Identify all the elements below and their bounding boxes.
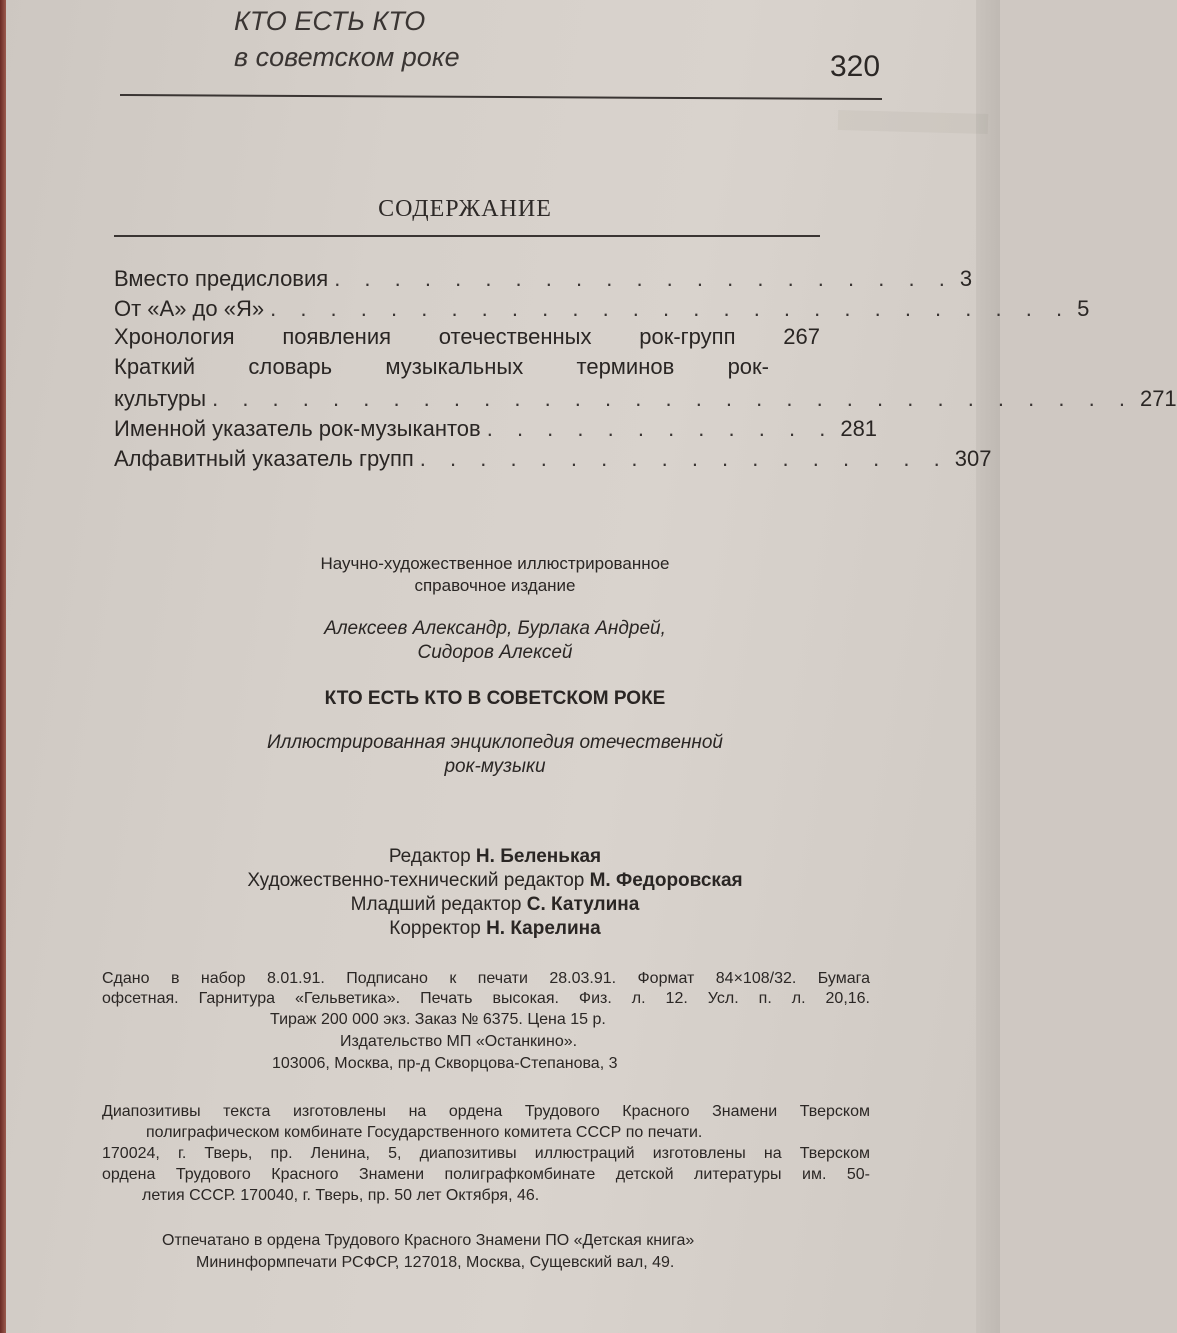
credit-role: Художественно-технический редактор <box>247 870 585 891</box>
imprint-line2: офсетная. Гарнитура «Гельветика». Печать высокая. Физ. л. 12. Усл. п. л. 20,16. <box>102 990 870 1007</box>
toc-leader: . . . . . . . . . . . . <box>486 416 835 441</box>
toc-page: 307 <box>954 446 992 471</box>
credit-name: М. Федоровская <box>589 870 743 891</box>
credit-name: Н. Карелина <box>486 918 601 939</box>
printed-by-line2: Мининформпечати РСФСР, 127018, Москва, Сущевский вал, 49. <box>196 1254 675 1271</box>
credit-proofreader <box>0 918 990 940</box>
toc-item-dictionary-line2 <box>114 386 1177 416</box>
toc-item-chronology <box>114 324 820 350</box>
subtitle-line2: рок-музыки <box>444 756 546 777</box>
toc-title: культуры <box>114 386 207 411</box>
toc-page: 267 <box>783 324 820 349</box>
printing-line5: летия СССР. 170040, г. Тверь, пр. 50 лет Октября, 46. <box>142 1187 540 1204</box>
printing-line3: 170024, г. Тверь, пр. Ленина, 5, диапозитивы иллюстраций изготовлены на Тверском <box>102 1145 870 1162</box>
contents-heading: СОДЕРЖАНИЕ <box>378 196 552 222</box>
toc-item-a-to-ya <box>114 296 1090 326</box>
toc-item-dictionary-line1: Краткий словарь музыкальных терминов рок- <box>114 354 769 379</box>
show-through-shadow <box>838 110 988 134</box>
toc-item-preface <box>114 266 973 296</box>
contents-rule <box>114 235 820 237</box>
running-title-line2: в советском роке <box>234 42 460 72</box>
page-number: 320 <box>830 50 881 83</box>
toc-leader: . . . . . . . . . . . . . . . . . . . . . <box>334 266 954 291</box>
imprint-line4: Издательство МП «Останкино». <box>340 1033 578 1050</box>
book-title: КТО ЕСТЬ КТО В СОВЕТСКОМ РОКЕ <box>324 688 666 709</box>
credit-name: Н. Беленькая <box>475 846 602 867</box>
toc-title: Хронология появления отечественных рок-групп <box>114 324 736 349</box>
authors-line1: Алексеев Александр, Бурлака Андрей, <box>324 618 666 639</box>
toc-leader: . . . . . . . . . . . . . . . . . . <box>419 446 949 471</box>
toc-page: 271 <box>1139 386 1177 411</box>
toc-leader: . . . . . . . . . . . . . . . . . . . . . . . . . . . <box>270 296 1072 321</box>
imprint-line1: Сдано в набор 8.01.91. Подписано к печати 28.03.91. Формат 84×108/32. Бумага <box>102 970 870 987</box>
toc-title: Вместо предисловия <box>114 266 329 291</box>
running-title-line1: КТО ЕСТЬ КТО <box>234 6 426 36</box>
subtitle-line1: Иллюстрированная энциклопедия отечественной <box>267 732 723 753</box>
credit-role: Корректор <box>389 918 481 939</box>
toc-title: От «А» до «Я» <box>114 296 265 321</box>
credit-editor <box>0 846 990 868</box>
credit-name: С. Катулина <box>526 894 640 915</box>
authors-line2: Сидоров Алексей <box>417 642 573 663</box>
genre-line1: Научно-художественное иллюстрированное <box>320 554 670 573</box>
printed-by-line1: Отпечатано в ордена Трудового Красного Знамени ПО «Детская книга» <box>162 1232 695 1249</box>
credit-junior-editor <box>0 894 990 916</box>
credit-tech-editor <box>0 870 990 892</box>
credit-role: Младший редактор <box>350 894 522 915</box>
toc-title: Алфавитный указатель групп <box>114 446 414 471</box>
toc-page: 3 <box>959 266 973 291</box>
toc-leader: . . . . . . . . . . . . . . . . . . . . . . . . . . . . . . . <box>212 386 1134 411</box>
toc-page: 281 <box>840 416 878 441</box>
imprint-line5: 103006, Москва, пр-д Скворцова-Степанова, 3 <box>272 1055 618 1072</box>
header-rule <box>120 94 882 100</box>
toc-page: 5 <box>1077 296 1090 321</box>
toc-item-names-index <box>114 416 878 446</box>
toc-item-groups-index <box>114 446 992 476</box>
genre-line2: справочное издание <box>414 576 576 595</box>
printing-line2: полиграфическом комбинате Государственного комитета СССР по печати. <box>146 1124 703 1141</box>
printing-line1: Диапозитивы текста изготовлены на ордена Трудового Красного Знамени Тверском <box>102 1103 870 1120</box>
imprint-line3: Тираж 200 000 экз. Заказ № 6375. Цена 15 р. <box>270 1011 606 1028</box>
toc-title: Именной указатель рок-музыкантов <box>114 416 481 441</box>
credit-role: Редактор <box>388 846 471 867</box>
page-gutter-shadow <box>976 0 1000 1333</box>
printing-line4: ордена Трудового Красного Знамени полиграфкомбинате детской литературы им. 50- <box>102 1166 870 1183</box>
